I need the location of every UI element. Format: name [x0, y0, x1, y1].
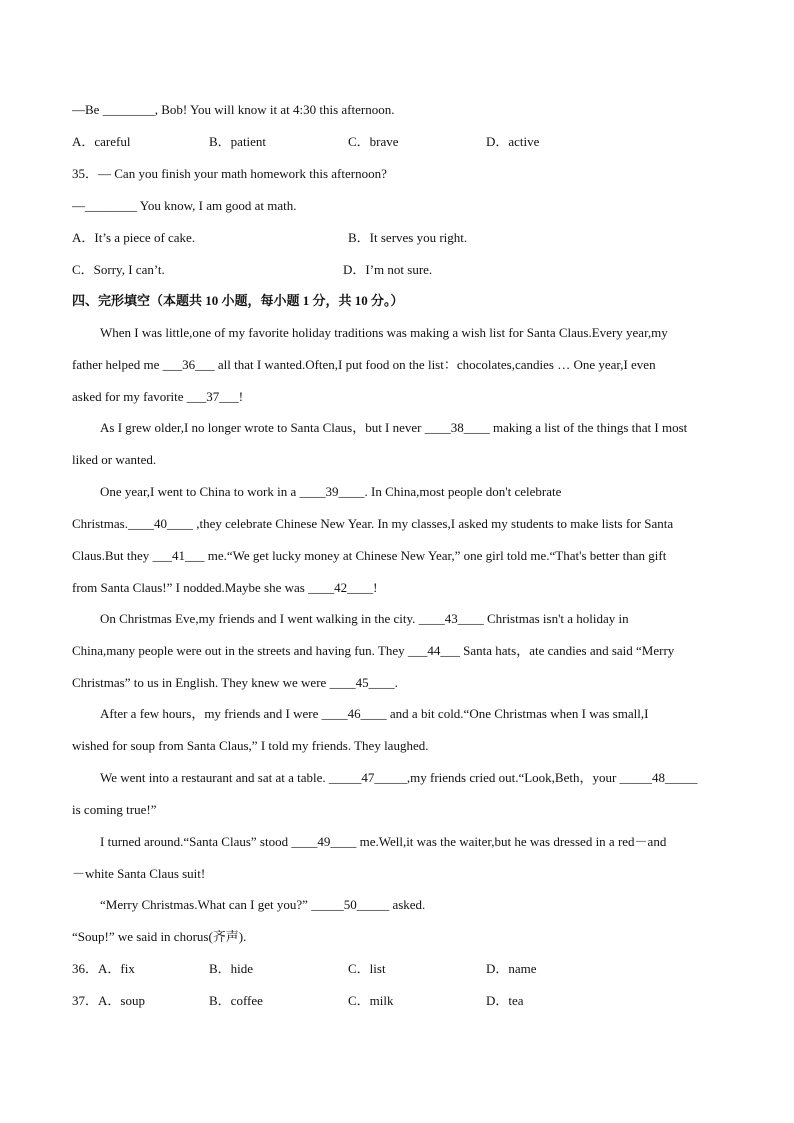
- blank-46: ____46____: [321, 706, 387, 721]
- blank-49: ____49____: [291, 834, 357, 849]
- q35-stem: 35．— Can you finish your math homework this afternoon?: [72, 166, 387, 181]
- blank-50: _____50_____: [311, 897, 390, 912]
- blank-44: ___44___: [407, 643, 460, 658]
- blank-47: _____47_____: [328, 770, 407, 785]
- passage-line: I turned around.“Santa Claus” stood ____49____ me.Well,it was the waiter,but he was dressed in a red－and: [100, 834, 667, 849]
- passage-line: from Santa Claus!” I nodded.Maybe she was ____42____!: [72, 580, 378, 595]
- section-heading: 四、完形填空（本题共 10 小题，每小题 1 分，共 10 分。）: [72, 293, 404, 308]
- blank-36: ___36___: [162, 357, 215, 372]
- passage-line: After a few hours，my friends and I were ____46____ and a bit cold.“One Christmas when I was small,I: [100, 706, 649, 721]
- passage-line: “Soup!” we said in chorus(齐声).: [72, 929, 247, 944]
- q34-stem: —Be ________, Bob! You will know it at 4:30 this afternoon.: [72, 102, 395, 117]
- blank-38: ____38____: [424, 420, 490, 435]
- passage-line: On Christmas Eve,my friends and I went walking in the city. ____43____ Christmas isn't a holiday in: [100, 611, 629, 626]
- passage-line: When I was little,one of my favorite holiday traditions was making a wish list for Santa Claus.Every year,my: [100, 325, 668, 340]
- q35-reply: —________ You know, I am good at math.: [72, 198, 297, 213]
- passage-line: “Merry Christmas.What can I get you?” _____50_____ asked.: [100, 897, 426, 912]
- passage-line: wished for soup from Santa Claus,” I told my friends. They laughed.: [72, 738, 429, 753]
- q36-option-b: B．hide: [209, 961, 254, 976]
- q36-option-c: C．list: [348, 961, 386, 976]
- q37-option-c: C．milk: [348, 993, 394, 1008]
- blank-43: ____43____: [418, 611, 484, 626]
- passage-line: －white Santa Claus suit!: [72, 866, 206, 881]
- blank-37: ___37___: [186, 389, 239, 404]
- q37-option-a: 37．A．soup: [72, 993, 145, 1008]
- blank-41: ___41___: [152, 548, 205, 563]
- passage-line: One year,I went to China to work in a ____39____. In China,most people don't celebrate: [100, 484, 562, 499]
- passage-line: liked or wanted.: [72, 452, 157, 467]
- q35-option-d: D．I’m not sure.: [343, 262, 433, 277]
- blank-42: ____42____: [308, 580, 374, 595]
- q37-option-b: B．coffee: [209, 993, 263, 1008]
- q36-option-a: 36．A．fix: [72, 961, 135, 976]
- passage-line: is coming true!”: [72, 802, 157, 817]
- passage-line: father helped me ___36___ all that I wanted.Often,I put food on the list：chocolates,candies … One year,I even: [72, 357, 656, 372]
- passage-line: We went into a restaurant and sat at a table. _____47_____,my friends cried out.“Look,Beth，your _____48_____: [100, 770, 698, 785]
- q34-option-a: A．careful: [72, 134, 131, 149]
- q34-option-d: D．active: [486, 134, 540, 149]
- q35-option-b: B．It serves you right.: [348, 230, 468, 245]
- q34-option-b: B．patient: [209, 134, 267, 149]
- blank-45: ____45____: [329, 675, 395, 690]
- passage-line: asked for my favorite ___37___!: [72, 389, 244, 404]
- passage-line: Claus.But they ___41___ me.“We get lucky money at Chinese New Year,” one girl told me.“That's better than gift: [72, 548, 667, 563]
- passage-line: Christmas.____40____ ,they celebrate Chinese New Year. In my classes,I asked my students to make lists for Santa: [72, 516, 674, 531]
- blank-39: ____39____: [299, 484, 365, 499]
- q35-option-a: A．It’s a piece of cake.: [72, 230, 196, 245]
- q36-number: 36．: [72, 961, 99, 976]
- passage-line: China,many people were out in the streets and having fun. They ___44___ Santa hats，ate candies and said “Merry: [72, 643, 675, 658]
- blank-40: ____40____: [127, 516, 193, 531]
- q37-option-d: D．tea: [486, 993, 524, 1008]
- passage-line: As I grew older,I no longer wrote to Santa Claus，but I never ____38____ making a list of the things that I most: [100, 420, 688, 435]
- passage-line: Christmas” to us in English. They knew we were ____45____.: [72, 675, 398, 690]
- q35-option-c: C．Sorry, I can’t.: [72, 262, 165, 277]
- blank-48: _____48_____: [619, 770, 698, 785]
- q37-number: 37．: [72, 993, 99, 1008]
- q36-option-d: D．name: [486, 961, 537, 976]
- q34-option-c: C．brave: [348, 134, 399, 149]
